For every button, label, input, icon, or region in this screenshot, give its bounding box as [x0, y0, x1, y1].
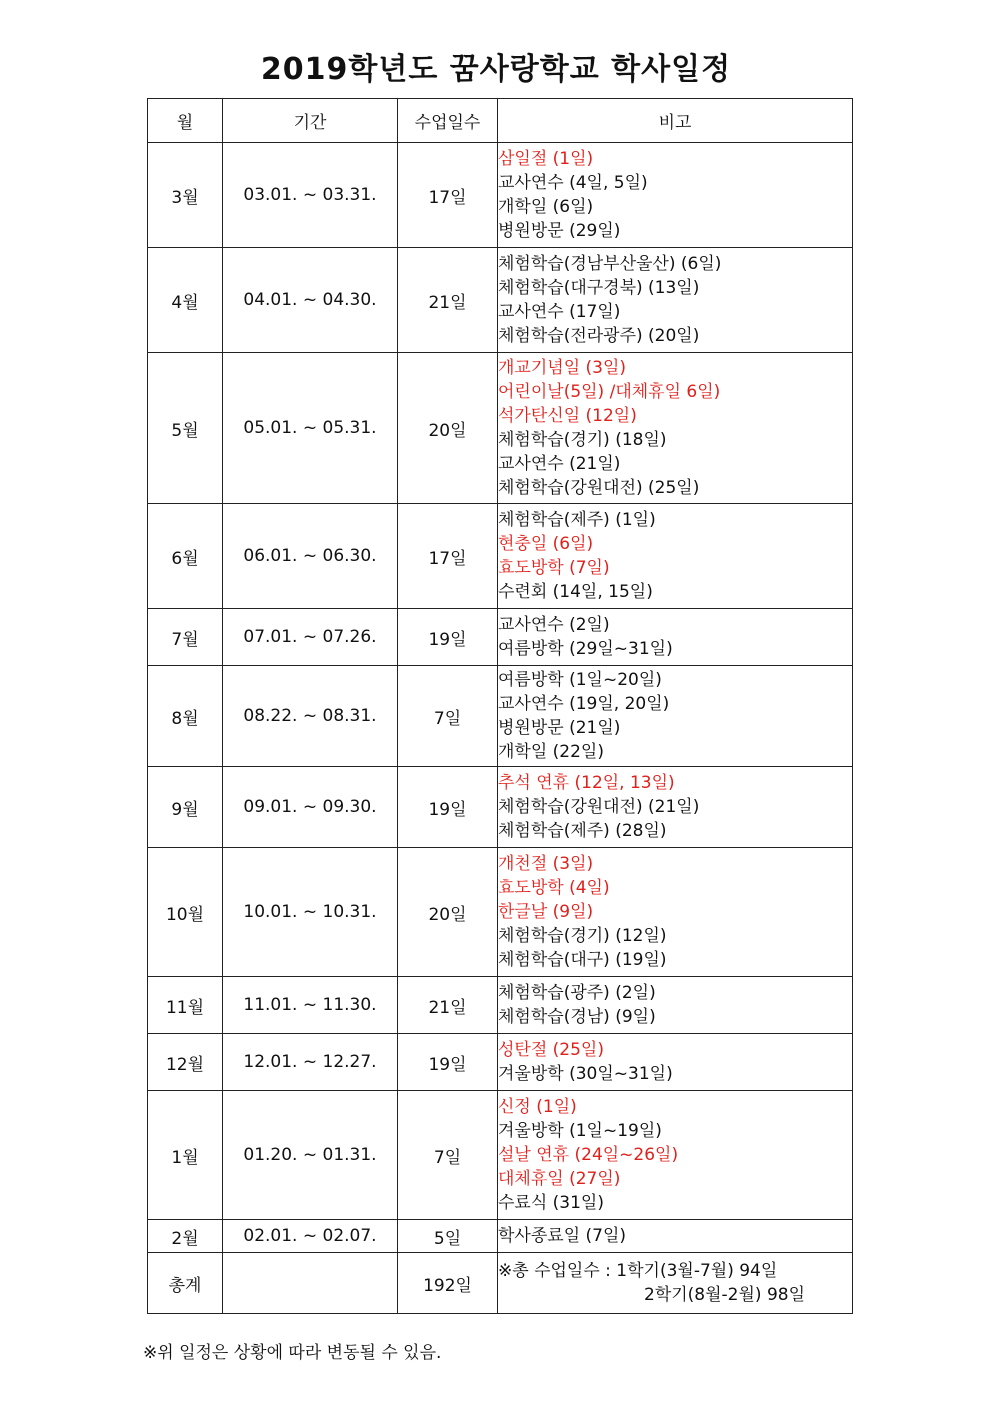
month-cell: 5월	[148, 353, 223, 504]
period-cell: 02.01. ~ 02.07.	[223, 1220, 398, 1253]
holiday-note: 개교기념일 (3일)	[498, 358, 627, 378]
note-item: 교사연수 (19일, 20일)	[498, 694, 670, 714]
notes-cell	[498, 504, 853, 609]
note-item: 교사연수 (17일)	[498, 302, 621, 322]
header-notes: 비고	[498, 99, 853, 143]
table-row	[148, 248, 853, 353]
month-cell: 1월	[148, 1091, 223, 1220]
note-item: 교사연수 (21일)	[498, 454, 621, 474]
notes-cell	[498, 848, 853, 977]
holiday-note: 개천절 (3일)	[498, 854, 594, 874]
note-item: 수료식 (31일)	[498, 1193, 604, 1213]
page-title: 2019학년도 꿈사랑학교 학사일정	[260, 52, 732, 87]
notes-cell	[498, 609, 853, 666]
month-cell: 8월	[148, 666, 223, 767]
schedule-body	[148, 143, 853, 1314]
note-item: 수련회 (14일, 15일)	[498, 582, 653, 602]
footnote: ※위 일정은 상황에 따라 변동될 수 있음.	[143, 1343, 442, 1363]
total-label: 총계	[148, 1253, 223, 1314]
days-cell: 7일	[398, 666, 498, 767]
notes-cell	[498, 977, 853, 1034]
table-row	[148, 767, 853, 848]
note-item: 여름방학 (1일~20일)	[498, 670, 662, 690]
notes-cell	[498, 1220, 853, 1253]
header-days: 수업일수	[398, 99, 498, 143]
total-days: 192일	[398, 1253, 498, 1314]
days-cell: 19일	[398, 767, 498, 848]
note-item: 체험학습(경기) (18일)	[498, 430, 667, 450]
notes-cell	[498, 143, 853, 248]
holiday-note: 설날 연휴 (24일~26일)	[498, 1145, 679, 1165]
holiday-note: 성탄절 (25일)	[498, 1040, 604, 1060]
month-cell: 4월	[148, 248, 223, 353]
month-cell: 7월	[148, 609, 223, 666]
days-cell: 20일	[398, 848, 498, 977]
holiday-note: 한글날 (9일)	[498, 902, 594, 922]
month-cell: 9월	[148, 767, 223, 848]
notes-cell	[498, 353, 853, 504]
table-row	[148, 353, 853, 504]
note-item: 체험학습(경기) (12일)	[498, 926, 667, 946]
notes-cell	[498, 1034, 853, 1091]
days-cell: 20일	[398, 353, 498, 504]
month-cell: 2월	[148, 1220, 223, 1253]
days-cell: 19일	[398, 609, 498, 666]
notes-cell	[498, 248, 853, 353]
total-period	[223, 1253, 398, 1314]
holiday-note: 대체휴일 (27일)	[498, 1169, 621, 1189]
note-item: 체험학습(경남부산울산) (6일)	[498, 254, 722, 274]
note-item: 겨울방학 (1일~19일)	[498, 1121, 662, 1141]
month-cell: 6월	[148, 504, 223, 609]
note-item: 병원방문 (21일)	[498, 718, 621, 738]
total-note	[498, 1253, 853, 1314]
notes-cell	[498, 767, 853, 848]
days-cell: 19일	[398, 1034, 498, 1091]
note-item: 체험학습(강원대전) (25일)	[498, 478, 700, 498]
note-item: 체험학습(대구경북) (13일)	[498, 278, 700, 298]
holiday-note: 효도방학 (4일)	[498, 878, 610, 898]
table-row	[148, 1091, 853, 1220]
note-item: 겨울방학 (30일~31일)	[498, 1064, 673, 1084]
days-cell: 21일	[398, 977, 498, 1034]
holiday-note: 어린이날(5일) /대체휴일 6일)	[498, 382, 721, 402]
note-item: 교사연수 (4일, 5일)	[498, 173, 648, 193]
period-cell: 01.20. ~ 01.31.	[223, 1091, 398, 1220]
total-row	[148, 1253, 853, 1314]
period-cell: 06.01. ~ 06.30.	[223, 504, 398, 609]
note-item: 개학일 (22일)	[498, 742, 604, 762]
notes-cell	[498, 666, 853, 767]
table-row	[148, 609, 853, 666]
days-cell: 7일	[398, 1091, 498, 1220]
month-cell: 12월	[148, 1034, 223, 1091]
table-row	[148, 504, 853, 609]
note-item: 체험학습(제주) (28일)	[498, 821, 667, 841]
header-month: 월	[148, 99, 223, 143]
days-cell: 17일	[398, 504, 498, 609]
period-cell: 05.01. ~ 05.31.	[223, 353, 398, 504]
holiday-note: 현충일 (6일)	[498, 534, 594, 554]
period-cell: 11.01. ~ 11.30.	[223, 977, 398, 1034]
note-item: 체험학습(전라광주) (20일)	[498, 326, 700, 346]
holiday-note: 추석 연휴 (12일, 13일)	[498, 773, 675, 793]
note-item: 체험학습(광주) (2일)	[498, 983, 656, 1003]
notes-cell	[498, 1091, 853, 1220]
period-cell: 10.01. ~ 10.31.	[223, 848, 398, 977]
period-cell: 12.01. ~ 12.27.	[223, 1034, 398, 1091]
table-row	[148, 977, 853, 1034]
note-item: 교사연수 (2일)	[498, 615, 610, 635]
total-note-line: 2학기(8월-2월) 98일	[644, 1285, 805, 1305]
table-row	[148, 1034, 853, 1091]
note-item: 체험학습(강원대전) (21일)	[498, 797, 700, 817]
holiday-note: 효도방학 (7일)	[498, 558, 610, 578]
period-cell: 09.01. ~ 09.30.	[223, 767, 398, 848]
period-cell: 07.01. ~ 07.26.	[223, 609, 398, 666]
note-item: 학사종료일 (7일)	[498, 1226, 627, 1246]
table-row	[148, 143, 853, 248]
period-cell: 04.01. ~ 04.30.	[223, 248, 398, 353]
note-item: 체험학습(대구) (19일)	[498, 950, 667, 970]
month-cell: 10월	[148, 848, 223, 977]
table-row	[148, 1220, 853, 1253]
schedule-table	[147, 98, 853, 1314]
note-item: 체험학습(경남) (9일)	[498, 1007, 656, 1027]
month-cell: 11월	[148, 977, 223, 1034]
total-note-line: ※총 수업일수 : 1학기(3월-7월) 94일	[498, 1261, 778, 1281]
days-cell: 17일	[398, 143, 498, 248]
table-row	[148, 848, 853, 977]
days-cell: 21일	[398, 248, 498, 353]
period-cell: 03.01. ~ 03.31.	[223, 143, 398, 248]
note-item: 개학일 (6일)	[498, 197, 594, 217]
period-cell: 08.22. ~ 08.31.	[223, 666, 398, 767]
table-row	[148, 666, 853, 767]
header-row	[148, 99, 853, 143]
days-cell: 5일	[398, 1220, 498, 1253]
header-period: 기간	[223, 99, 398, 143]
note-item: 체험학습(제주) (1일)	[498, 510, 656, 530]
month-cell: 3월	[148, 143, 223, 248]
note-item: 여름방학 (29일~31일)	[498, 639, 673, 659]
holiday-note: 석가탄신일 (12일)	[498, 406, 637, 426]
holiday-note: 삼일절 (1일)	[498, 149, 594, 169]
note-item: 병원방문 (29일)	[498, 221, 621, 241]
holiday-note: 신정 (1일)	[498, 1097, 577, 1117]
